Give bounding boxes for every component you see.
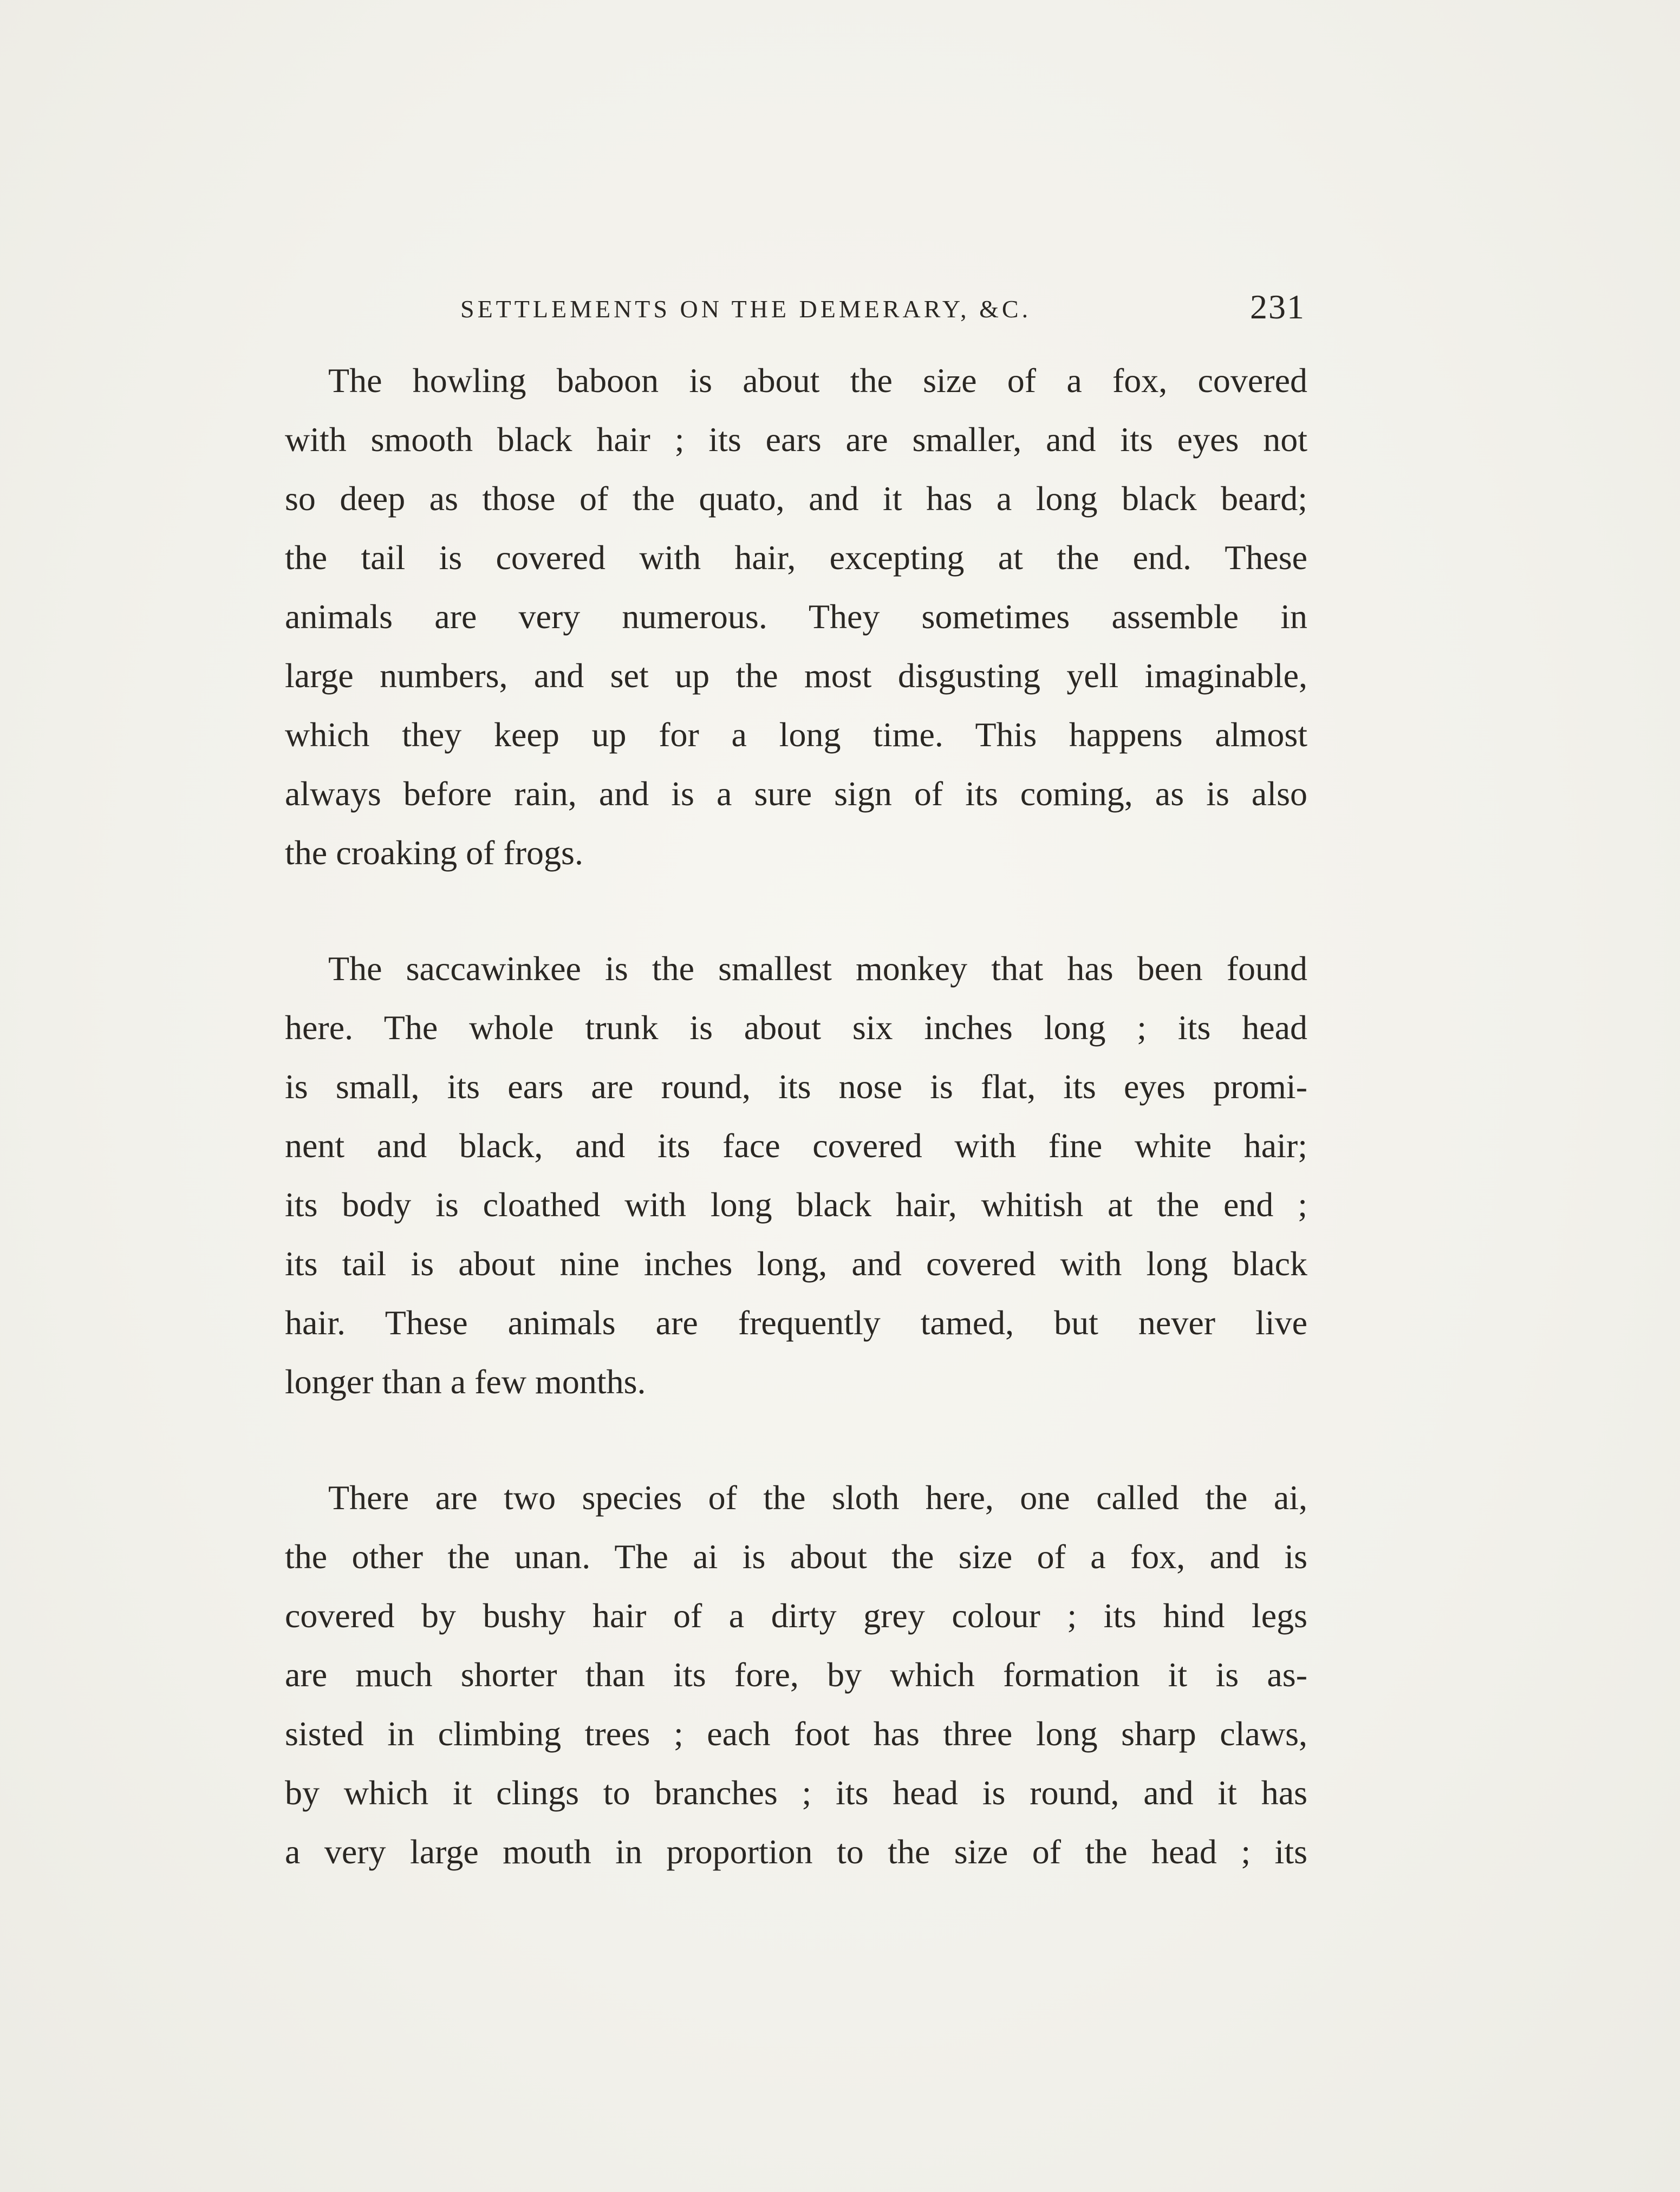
- text-line: always before rain, and is a sure sign of its coming, as is also: [285, 774, 1307, 813]
- page-header: [282, 287, 1305, 330]
- text-line: a very large mouth in proportion to the size of the head ; its: [285, 1832, 1307, 1871]
- paragraph-spacer: [285, 1411, 1307, 1468]
- text-line: sisted in climbing trees ; each foot has three long sharp claws,: [285, 1714, 1307, 1753]
- text-line: its body is cloathed with long black hair, whitish at the end ;: [285, 1185, 1307, 1224]
- text-line: covered by bushy hair of a dirty grey colour ; its hind legs: [285, 1596, 1307, 1635]
- text-line: longer than a few months.: [285, 1362, 646, 1401]
- text-line: There are two species of the sloth here, one called the ai,: [328, 1478, 1307, 1517]
- text-line: its tail is about nine inches long, and covered with long black: [285, 1244, 1307, 1283]
- paragraph-howling-baboon: [285, 351, 1307, 882]
- text-line: the tail is covered with hair, excepting at the end. These: [285, 538, 1307, 577]
- text-line: The howling baboon is about the size of a fox, covered: [328, 361, 1307, 400]
- text-line: hair. These animals are frequently tamed, but never live: [285, 1303, 1307, 1342]
- paragraph-spacer: [285, 882, 1307, 939]
- text-line: is small, its ears are round, its nose is flat, its eyes promi-: [285, 1067, 1307, 1106]
- page-number: 231: [1250, 288, 1305, 326]
- text-line: which they keep up for a long time. This happens almost: [285, 715, 1307, 754]
- text-line: are much shorter than its fore, by which formation it is as-: [285, 1655, 1307, 1694]
- text-line: so deep as those of the quato, and it has a long black beard;: [285, 479, 1307, 518]
- body-text: [285, 351, 1307, 1881]
- text-line: nent and black, and its face covered with fine white hair;: [285, 1126, 1307, 1165]
- text-line: The saccawinkee is the smallest monkey that has been found: [328, 949, 1307, 988]
- text-line: by which it clings to branches ; its head is round, and it has: [285, 1773, 1307, 1812]
- text-line: the other the unan. The ai is about the size of a fox, and is: [285, 1537, 1307, 1576]
- running-head: SETTLEMENTS ON THE DEMERARY, &C.: [460, 295, 1032, 323]
- text-line: large numbers, and set up the most disgusting yell imaginable,: [285, 656, 1307, 695]
- text-line: animals are very numerous. They sometimes assemble in: [285, 597, 1307, 636]
- text-line: here. The whole trunk is about six inches long ; its head: [285, 1008, 1307, 1047]
- text-line: with smooth black hair ; its ears are smaller, and its eyes not: [285, 420, 1307, 459]
- text-line: the croaking of frogs.: [285, 833, 583, 872]
- paragraph-saccawinkee: [285, 939, 1307, 1411]
- paragraph-sloth: [285, 1468, 1307, 1881]
